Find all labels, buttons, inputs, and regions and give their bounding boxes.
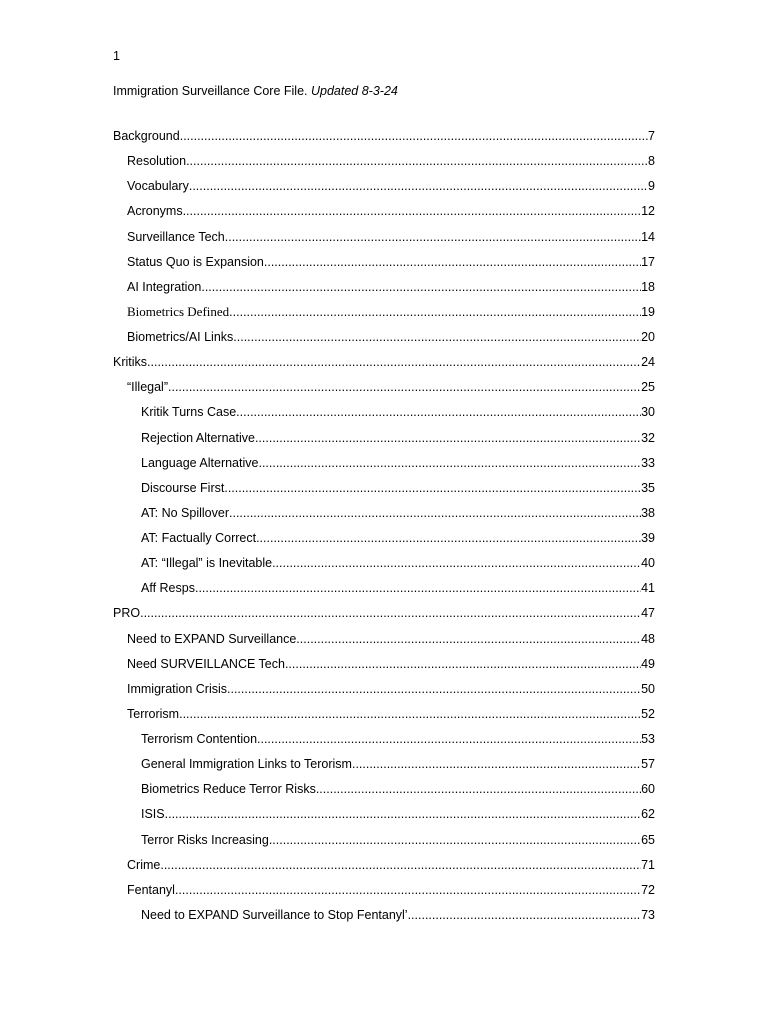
toc-entry-label: General Immigration Links to Terorism	[141, 757, 352, 772]
toc-entry[interactable]	[113, 254, 655, 279]
toc-entry-label: Fentanyl	[127, 882, 175, 897]
toc-entry-page-number: 35	[641, 480, 655, 495]
document-title	[113, 83, 398, 99]
toc-dot-leader	[227, 681, 641, 697]
toc-entry[interactable]	[113, 379, 655, 404]
toc-dot-leader	[256, 530, 641, 546]
toc-entry-label: Need to EXPAND Surveillance	[127, 631, 297, 646]
toc-entry[interactable]	[113, 128, 655, 153]
toc-entry-page-number: 9	[648, 179, 655, 194]
toc-dot-leader	[229, 505, 641, 521]
toc-entry[interactable]	[113, 505, 655, 530]
toc-entry-page-number: 62	[641, 807, 655, 822]
toc-entry-page-number: 14	[641, 229, 655, 244]
toc-entry-page-number: 8	[648, 154, 655, 169]
toc-entry[interactable]	[113, 555, 655, 580]
toc-entry-label: AI Integration	[127, 279, 202, 294]
toc-entry-page-number: 20	[641, 330, 655, 344]
table-of-contents	[113, 128, 655, 932]
toc-entry-page-number: 32	[641, 430, 655, 445]
toc-entry-label: Status Quo is Expansion	[127, 254, 264, 269]
page-number: 1	[113, 49, 120, 63]
toc-entry[interactable]	[113, 781, 655, 806]
toc-entry-page-number: 71	[641, 857, 655, 872]
toc-entry-page-number: 7	[648, 129, 655, 143]
toc-entry[interactable]	[113, 832, 655, 857]
toc-entry-page-number: 12	[641, 204, 655, 219]
toc-dot-leader	[316, 781, 641, 797]
toc-dot-leader	[160, 857, 641, 873]
toc-entry-page-number: 53	[641, 732, 655, 746]
toc-entry-label: Kritik Turns Case	[141, 405, 237, 420]
toc-entry-label: PRO	[113, 606, 141, 621]
toc-entry-label: AT: Factually Correct	[141, 531, 257, 545]
toc-entry-page-number: 18	[641, 279, 655, 294]
toc-entry[interactable]	[113, 681, 655, 706]
toc-entry-page-number: 33	[641, 455, 655, 470]
toc-entry[interactable]	[113, 731, 655, 756]
toc-entry-page-number: 73	[641, 907, 655, 922]
toc-entry-label: Surveillance Tech	[127, 229, 225, 244]
toc-dot-leader	[147, 354, 641, 370]
toc-dot-leader	[229, 304, 641, 320]
toc-entry[interactable]	[113, 756, 655, 781]
toc-entry[interactable]	[113, 656, 655, 681]
toc-entry[interactable]	[113, 882, 655, 907]
toc-entry-page-number: 17	[641, 254, 655, 269]
toc-entry-label: Kritiks	[113, 355, 148, 370]
toc-entry-page-number: 38	[641, 505, 655, 520]
toc-dot-leader	[408, 907, 642, 923]
toc-dot-leader	[257, 731, 641, 747]
toc-dot-leader	[140, 605, 641, 621]
toc-entry-label: Terrorism Contention	[141, 732, 258, 746]
document-updated-date: Updated 8-3-24	[311, 84, 398, 98]
toc-entry-label: Need SURVEILLANCE Tech	[127, 656, 285, 671]
toc-entry[interactable]	[113, 279, 655, 304]
toc-entry[interactable]	[113, 153, 655, 178]
toc-entry[interactable]	[113, 455, 655, 480]
toc-entry-label: Acronyms	[127, 204, 183, 219]
toc-dot-leader	[179, 706, 641, 722]
toc-entry-label: Discourse First	[141, 480, 225, 495]
toc-dot-leader	[175, 882, 641, 898]
toc-entry-label: Crime	[127, 857, 161, 872]
toc-entry[interactable]	[113, 354, 655, 379]
toc-entry-page-number: 57	[641, 757, 655, 772]
toc-dot-leader	[272, 555, 641, 571]
toc-dot-leader	[236, 404, 641, 420]
toc-entry-label: Rejection Alternative	[141, 430, 255, 445]
toc-entry-page-number: 48	[641, 631, 655, 646]
toc-entry[interactable]	[113, 907, 655, 932]
toc-dot-leader	[168, 379, 641, 395]
toc-entry-label: Immigration Crisis	[127, 681, 228, 696]
toc-dot-leader	[165, 806, 641, 822]
toc-entry-page-number: 19	[641, 304, 655, 319]
toc-entry-label: Need to EXPAND Surveillance to Stop Fentanyl’	[141, 907, 408, 922]
toc-entry[interactable]	[113, 857, 655, 882]
toc-entry-page-number: 30	[641, 405, 655, 420]
toc-entry-label: Vocabulary	[127, 179, 189, 194]
toc-entry-label: AT: “Illegal” is Inevitable	[141, 556, 273, 571]
toc-dot-leader	[189, 178, 648, 194]
toc-entry-label: “Illegal”	[127, 380, 168, 395]
toc-entry-page-number: 25	[641, 380, 655, 395]
toc-entry[interactable]	[113, 178, 655, 203]
toc-entry-page-number: 47	[641, 606, 655, 621]
toc-dot-leader	[224, 480, 641, 496]
toc-entry-page-number: 41	[641, 581, 655, 596]
toc-entry[interactable]	[113, 530, 655, 555]
toc-entry-page-number: 72	[641, 882, 655, 897]
toc-dot-leader	[225, 229, 641, 245]
toc-entry-label: Biometrics/AI Links	[127, 330, 234, 344]
toc-entry-label: Biometrics Defined	[127, 303, 230, 319]
toc-entry[interactable]	[113, 580, 655, 605]
toc-dot-leader	[180, 128, 648, 144]
document-title-main: Immigration Surveillance Core File.	[113, 84, 311, 98]
toc-entry[interactable]	[113, 329, 655, 354]
toc-entry[interactable]	[113, 430, 655, 455]
toc-entry-label: AT: No Spillover	[141, 505, 229, 520]
toc-dot-leader	[186, 153, 648, 169]
toc-entry-label: Language Alternative	[141, 455, 259, 470]
toc-dot-leader	[183, 203, 642, 219]
toc-entry-page-number: 60	[641, 782, 655, 797]
toc-dot-leader	[296, 631, 641, 647]
toc-entry-page-number: 49	[641, 656, 655, 671]
toc-entry-label: Background	[113, 129, 180, 143]
toc-entry[interactable]	[113, 480, 655, 505]
toc-entry-page-number: 24	[641, 355, 655, 370]
toc-entry[interactable]	[113, 404, 655, 429]
toc-entry-page-number: 50	[641, 681, 655, 696]
toc-dot-leader	[352, 756, 641, 772]
toc-entry[interactable]	[113, 203, 655, 228]
toc-dot-leader	[285, 656, 641, 672]
toc-entry-label: Biometrics Reduce Terror Risks	[141, 782, 316, 797]
toc-entry[interactable]	[113, 304, 655, 329]
toc-dot-leader	[258, 455, 641, 471]
toc-entry[interactable]	[113, 605, 655, 630]
toc-entry[interactable]	[113, 706, 655, 731]
toc-entry[interactable]	[113, 229, 655, 254]
toc-entry-label: ISIS	[141, 807, 165, 822]
toc-dot-leader	[233, 329, 641, 345]
toc-entry-label: Resolution	[127, 154, 187, 169]
toc-dot-leader	[255, 430, 641, 446]
toc-entry-page-number: 65	[641, 832, 655, 847]
toc-entry-page-number: 52	[641, 706, 655, 721]
toc-entry-label: Aff Resps	[141, 581, 195, 596]
toc-dot-leader	[201, 279, 641, 295]
toc-entry-label: Terror Risks Increasing	[141, 832, 269, 847]
toc-entry-label: Terrorism	[127, 706, 180, 721]
toc-entry[interactable]	[113, 806, 655, 831]
toc-entry[interactable]	[113, 631, 655, 656]
toc-entry-page-number: 40	[641, 556, 655, 571]
toc-dot-leader	[269, 832, 641, 848]
toc-dot-leader	[195, 580, 641, 596]
toc-entry-page-number: 39	[641, 531, 655, 545]
toc-dot-leader	[264, 254, 641, 270]
